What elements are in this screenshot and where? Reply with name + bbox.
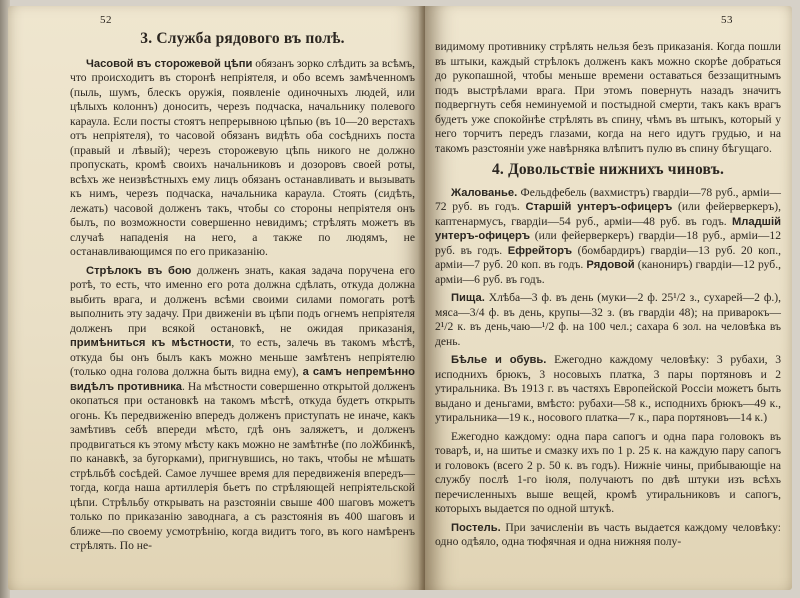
emphasis-see-enemy: а самъ непремѣнно видѣлъ противника <box>70 366 415 393</box>
page-number-right: 53 <box>721 14 733 26</box>
paragraph-bedding: Постель. При зачисленіи въ часть выдается каждому человѣку: одно одѣяло, одна тюфячная и одна нижняя полу- <box>435 520 781 548</box>
term-sentry: Часовой въ сторожевой цѣпи <box>86 57 253 70</box>
emphasis-terrain: примѣниться къ мѣстности <box>70 337 232 349</box>
term-rifleman: Стрѣлокъ въ бою <box>86 264 192 277</box>
term-linen: Бѣлье и обувь. <box>451 354 547 366</box>
paragraph-linen: Бѣлье и обувь. Ежегодно каждому человѣку: 3 рубахи, 3 исподнихъ брюкъ, 3 носовыхъ платка, 3 пары портяновъ и 2 утиральника. Въ 1913 г. въ частяхъ Европейской Россіи можетъ быть выдано и деньгами, вмѣсто: рубахи—58 к., исподнихъ брюкъ—49 к., утиральника—19 к., носового платка—7 к., пара портяновъ—14 к.) <box>435 353 782 424</box>
term-bedding: Постель. <box>451 521 501 534</box>
term-food: Пища. <box>451 292 485 304</box>
paragraph-boots: Ежегодно каждому: одна пара сапогъ и одна пара головокъ въ товарѣ, и, на шитье и смазку ихъ по 1 р. 25 к. на каждую пару сапогъ и головокъ (всего 2 р. 50 к. въ годъ). Нижніе чины, прибывающіе на службу послѣ 1-го іюля, получаютъ по двѣ штуки изъ всѣхъ перечисленныхъ выше вещей, кромѣ утиральниковъ и сапогъ, которыхъ выдается по одной штукѣ. <box>435 429 781 515</box>
right-page-text <box>435 40 781 554</box>
left-page-text <box>70 20 415 558</box>
page-number-left: 52 <box>100 14 112 26</box>
paragraph-sentry: Часовой въ сторожевой цѣпи обязанъ зорко слѣдить за всѣмъ, что происходитъ въ сторонѣ непріятеля, и обо всемъ замѣченномъ (пыль, шумъ, блескъ оружія, появленіе одиночныхъ людей, или цѣлыхъ колоннъ) доносить, черезъ подчаска, начальнику полевого караула. Если посты стоятъ непрерывною цѣпью (въ 10—20 верстахъ отъ непріятеля), то часовой обязанъ видѣть оба сосѣднихъ поста (правый и лѣвый); черезъ сторожевую цѣпь никого не должно пропускать, кромѣ своихъ начальниковъ и дозоровъ своей роты, всѣхъ же неизвѣстныхъ ему лицъ обязанъ останавливать и вызывать къ нимъ, черезъ подчаска, начальника караула. Стоять (сидѣть, лежать) часовой долженъ такъ, чтобы со стороны непріятеля онъ былъ, по возможности совершенно невидимъ; стрѣлять можетъ въ случаѣ нападенія на него, а также по людямъ, не останавливающимся по его приказанію. <box>70 56 416 258</box>
section-heading-service: 3. Служба рядового въ полѣ. <box>140 30 345 47</box>
paragraph-rifleman: Стрѣлокъ въ бою долженъ знать, какая задача поручена его ротѣ, то есть, что именно его рота должна сдѣлать, откуда должна выбить врага, и долженъ всѣми своими силами помогать ротѣ выполнить эту задачу. При движеніи въ цѣпи подъ огнемъ непріятеля долженъ при всякой остановкѣ, не ожидая приказанія, примѣниться къ мѣстности, то есть, залечь въ такомъ мѣстѣ, откуда бы онъ былъ какъ можно меньше замѣтенъ непріятелю (только одна голова должна быть видна ему), а самъ непремѣнно видѣлъ противника. На мѣстности совершенно открытой долженъ окопаться при остановкѣ на такомъ мѣстѣ, откуда будетъ открыть огонь. Къ передвиженію впередъ долженъ приступать не иначе, какъ замѣтивъ себѣ впереди мѣсто, гдѣ онъ заляжетъ, и долженъ продвигаться къ этому мѣсту какъ можно не замѣтнѣе (по лоЖбинкѣ, по канавкѣ, за бугорками), пригнувшись, но такъ, чтобы не мѣшать стрѣльбѣ сосѣдей. Самое лучшее время для передвиженія впередъ—тогда, когда наша артиллерія бьетъ по стрѣляющей непріятельской цѣпи. Стрѣльбу открывать на разстояніи свыше 400 шаговъ можетъ только по приказанію заводнага, а съ разстоянія въ 400 шаговъ и ближе—по своему усмотрѣнію, когда видитъ того, въ кого намѣренъ стрѣлять. По не- <box>70 263 415 552</box>
term-pay: Жалованье. <box>451 186 518 199</box>
paragraph-pay: Жалованье. Фельдфебель (вахмистръ) гвардіи—78 руб., арміи—72 руб. въ годъ. Старшій унтеръ-офицеръ (или фейерверкеръ), каптенармусъ, гвардіи—54 руб., арміи—48 руб. въ годъ. Младшій унтеръ-офицеръ (или фейерверкеръ) гвардіи—18 руб., арміи—12 руб. въ годъ. Ефрейторъ (бомбардиръ) гвардіи—13 руб. 20 коп., арміи—7 руб. 20 коп. въ годъ. Рядовой (канониръ) гвардіи—12 руб., арміи—6 руб. въ годъ. <box>435 185 781 286</box>
right-page <box>425 6 792 590</box>
section-heading-provision: 4. Довольствіе нижнихъ чиновъ. <box>491 161 725 178</box>
paragraph-continuation: видимому противнику стрѣлять нельзя безъ приказанія. Когда пошли въ штыки, каждый стрѣлокъ долженъ какъ можно скорѣе добраться до рукопашной, чтобы меньше времени оставаться беззащитнымъ подъ выстрѣлами врага. При этомъ повернуть назадъ значитъ подвергнуть себя неминуемой и постыдной смерти, такъ какъ врагъ будетъ уже спокойнѣе стрѣлять въ спину, чѣмъ въ штыкъ, который у него торчитъ передъ глазами, когда на него идутъ грудью, и на такомъ разстояніи уже навѣрняка влѣпитъ пулю въ спину бѣгущаго. <box>435 40 781 155</box>
left-page <box>8 6 425 590</box>
paragraph-food: Пища. Хлѣба—3 ф. въ день (муки—2 ф. 25¹/2 з., сухарей—2 ф.), мяса—3/4 ф. въ день, крупы—32 з. (въ гвардіи 48); на приварокъ—2¹/2 к. въ день,чаю—¹/2 ф. на 100 чел.; сахара 6 зол. на человѣка въ день. <box>435 291 781 348</box>
